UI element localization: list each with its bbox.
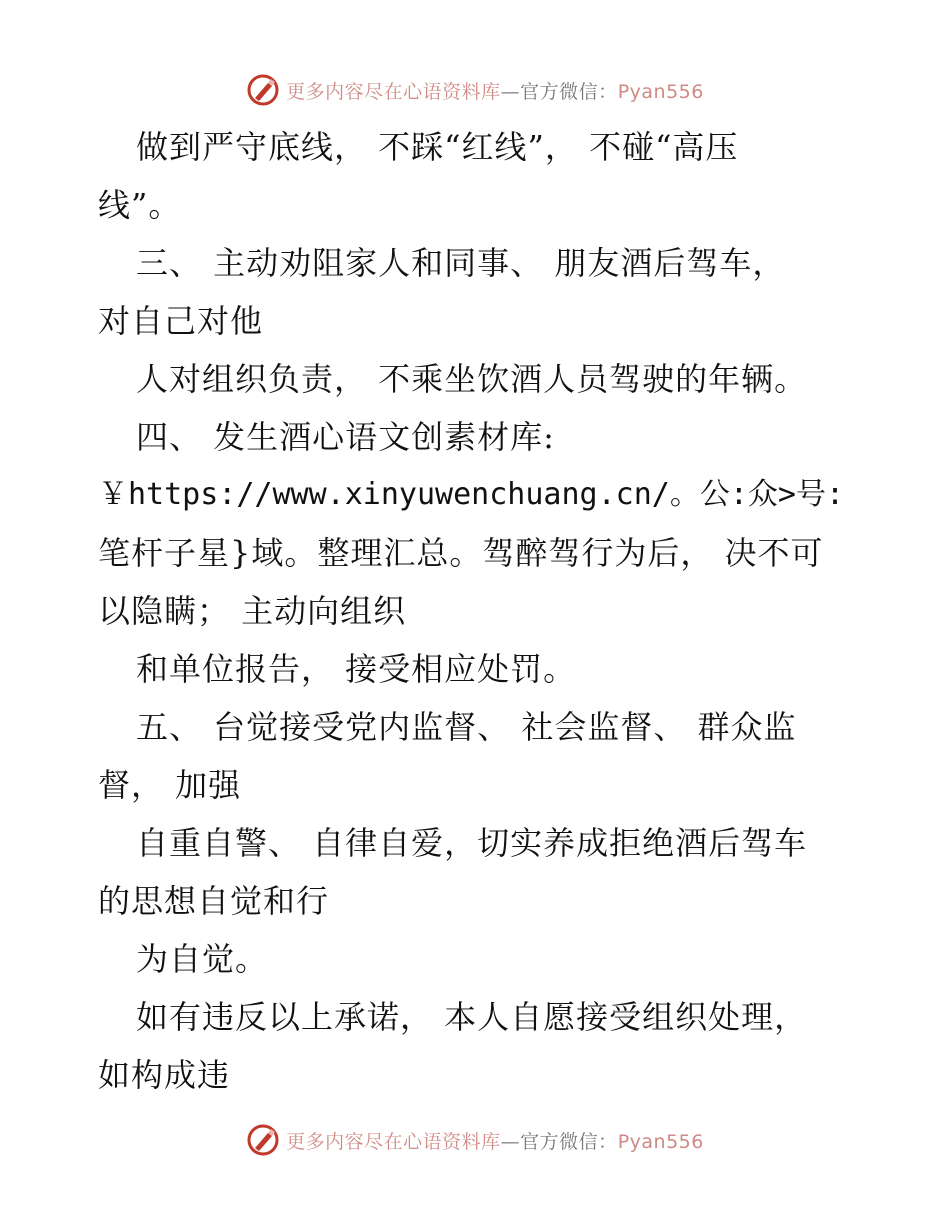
footer-banner [0,1120,950,1160]
footer-banner-wechat-label: 官方微信： [520,1130,618,1153]
header-banner [0,70,950,110]
body-line: 督， 加强 [98,766,242,804]
body-line: 做到严守底线， 不踩“红线”， 不碰“高压 [136,128,739,166]
body-line: 为自觉。 [136,940,269,978]
pen-logo-icon [246,73,280,107]
body-line: 的思想自觉和行 [98,882,330,920]
body-line: 和单位报告， 接受相应处罚。 [136,650,577,688]
header-banner-text [286,77,704,104]
body-line: 对自己对他 [98,302,264,340]
footer-banner-main: 更多内容尽在心语资料库 [286,1130,501,1153]
body-line: 以隐瞒； 主动向组织 [98,592,407,630]
body-line: 线”。 [98,186,182,224]
footer-banner-text [286,1127,704,1154]
pen-logo-icon [246,1123,280,1157]
header-banner-wechat-label: 官方微信： [520,80,618,103]
document-body [98,118,858,1104]
header-banner-main: 更多内容尽在心语资料库 [286,80,501,103]
body-line-url: ￥https://www.xinyuwenchuang.cn/。公:众>号: [98,477,845,512]
body-line: 三、 主动劝阻家人和同事、 朋友酒后驾车， [136,244,786,282]
body-line: 四、 发生酒心语文创素材库: [136,418,555,456]
footer-banner-separator: — [500,1130,521,1153]
header-banner-wechat-id: Pyan556 [617,80,704,103]
body-line: 如构成违 [98,1056,231,1094]
body-line: 如有违反以上承诺， 本人自愿接受组织处理， [136,998,808,1036]
body-line: 自重自警、 自律自爱，切实养成拒绝酒后驾车 [136,824,808,862]
body-line: 五、 台觉接受党内监督、 社会监督、 群众监 [136,708,797,746]
body-line: 笔杆子星}域。整理汇总。驾醉驾行为后， 决不可 [98,534,824,572]
header-banner-separator: — [500,80,521,103]
body-line: 人对组织负责， 不乘坐饮酒人员驾驶的年辆。 [136,360,808,398]
footer-banner-wechat-id: Pyan556 [617,1130,704,1153]
